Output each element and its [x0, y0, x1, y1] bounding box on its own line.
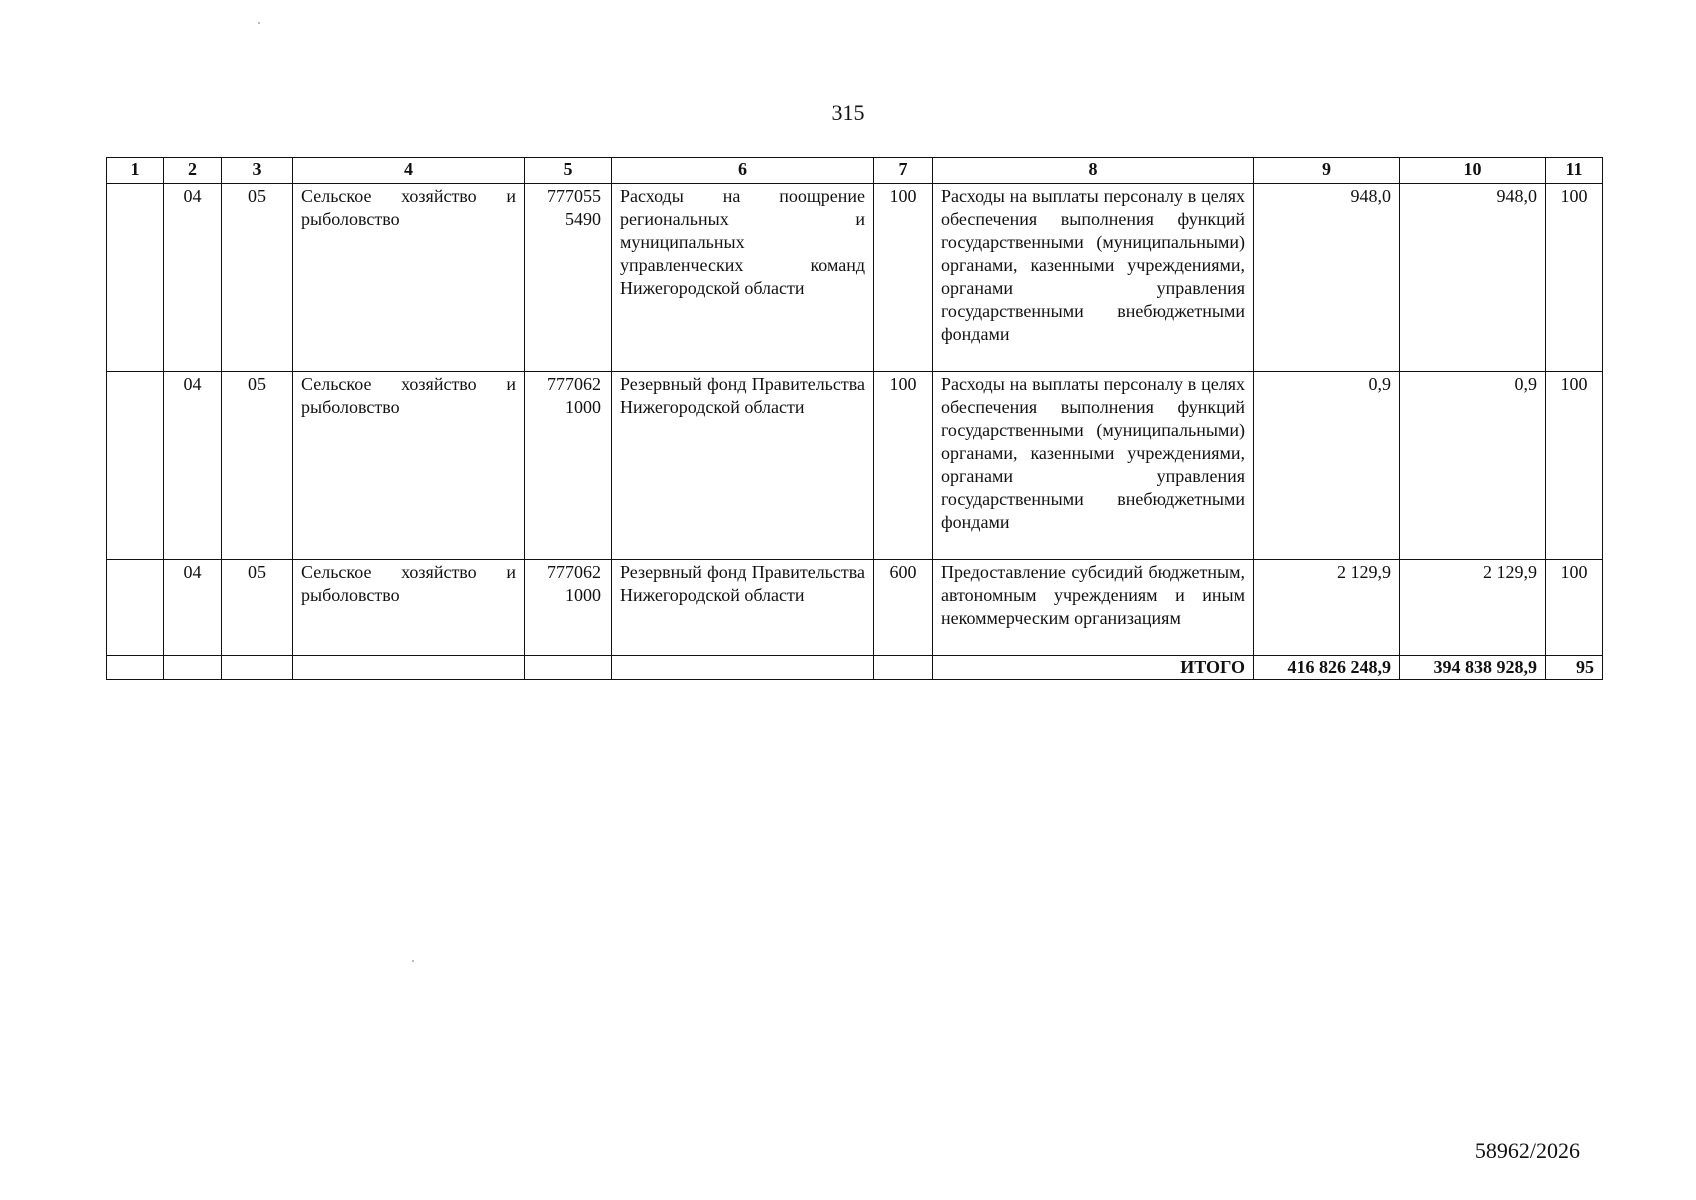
header-row	[107, 158, 1603, 184]
column-header: 8	[933, 158, 1254, 184]
cell-executed: 2 129,9	[1400, 560, 1546, 656]
cell-expense-type: 100	[874, 184, 933, 372]
cell-section-name: Сельское хозяйство и рыболовство	[293, 560, 525, 656]
column-header: 9	[1254, 158, 1400, 184]
total-label: ИТОГО	[933, 656, 1254, 680]
column-header: 4	[293, 158, 525, 184]
cell-executed: 0,9	[1400, 372, 1546, 560]
column-header: 7	[874, 158, 933, 184]
empty-cell	[293, 656, 525, 680]
empty-cell	[164, 656, 222, 680]
cell-section: 04	[164, 184, 222, 372]
scan-artifact	[412, 960, 414, 962]
cell-index	[107, 372, 164, 560]
cell-index	[107, 560, 164, 656]
column-header: 6	[612, 158, 874, 184]
cell-expense-type: 600	[874, 560, 933, 656]
column-header: 11	[1546, 158, 1603, 184]
cell-planned: 0,9	[1254, 372, 1400, 560]
cell-expense-name: Предоставление субсидий бюджетным, автономным учреждениям и иным некоммерческим организациям	[933, 560, 1254, 656]
target-code-line: 5490	[565, 209, 601, 229]
cell-percent: 100	[1546, 184, 1603, 372]
cell-target-code	[525, 560, 612, 656]
cell-subsection: 05	[222, 184, 293, 372]
cell-subsection: 05	[222, 560, 293, 656]
cell-subsection: 05	[222, 372, 293, 560]
target-code-line: 1000	[565, 585, 601, 605]
table-row	[107, 372, 1603, 560]
cell-percent: 100	[1546, 372, 1603, 560]
target-code-line: 777055	[547, 186, 601, 206]
column-header: 2	[164, 158, 222, 184]
column-header: 1	[107, 158, 164, 184]
column-header: 10	[1400, 158, 1546, 184]
column-header: 5	[525, 158, 612, 184]
cell-percent: 100	[1546, 560, 1603, 656]
empty-cell	[107, 656, 164, 680]
total-executed: 394 838 928,9	[1400, 656, 1546, 680]
table-row	[107, 184, 1603, 372]
cell-target-name: Резервный фонд Правительства Нижегородской области	[612, 560, 874, 656]
column-header: 3	[222, 158, 293, 184]
cell-expense-name: Расходы на выплаты персоналу в целях обеспечения выполнения функций государственными (муниципальными) органами, казенными учреждениями, органами управления государственными внебюджетными фондами	[933, 372, 1254, 560]
cell-executed: 948,0	[1400, 184, 1546, 372]
cell-expense-name: Расходы на выплаты персоналу в целях обеспечения выполнения функций государственными (муниципальными) органами, казенными учреждениями, органами управления государственными внебюджетными фондами	[933, 184, 1254, 372]
budget-table	[106, 157, 1603, 680]
cell-section: 04	[164, 560, 222, 656]
cell-index	[107, 184, 164, 372]
cell-section-name: Сельское хозяйство и рыболовство	[293, 184, 525, 372]
table-row	[107, 560, 1603, 656]
empty-cell	[874, 656, 933, 680]
total-percent: 95	[1546, 656, 1603, 680]
cell-target-code	[525, 184, 612, 372]
cell-section: 04	[164, 372, 222, 560]
empty-cell	[222, 656, 293, 680]
cell-expense-type: 100	[874, 372, 933, 560]
target-code-line: 1000	[565, 397, 601, 417]
empty-cell	[525, 656, 612, 680]
total-row	[107, 656, 1603, 680]
cell-target-code	[525, 372, 612, 560]
scan-artifact	[258, 22, 260, 24]
empty-cell	[612, 656, 874, 680]
target-code-line: 777062	[547, 562, 601, 582]
cell-section-name: Сельское хозяйство и рыболовство	[293, 372, 525, 560]
cell-planned: 2 129,9	[1254, 560, 1400, 656]
document-registration-code: 58962/2026	[1474, 1138, 1580, 1163]
cell-planned: 948,0	[1254, 184, 1400, 372]
cell-target-name: Резервный фонд Правительства Нижегородской области	[612, 372, 874, 560]
cell-target-name: Расходы на поощрение региональных и муниципальных управленческих команд Нижегородской области	[612, 184, 874, 372]
target-code-line: 777062	[547, 374, 601, 394]
total-planned: 416 826 248,9	[1254, 656, 1400, 680]
page-number: 315	[831, 100, 865, 125]
